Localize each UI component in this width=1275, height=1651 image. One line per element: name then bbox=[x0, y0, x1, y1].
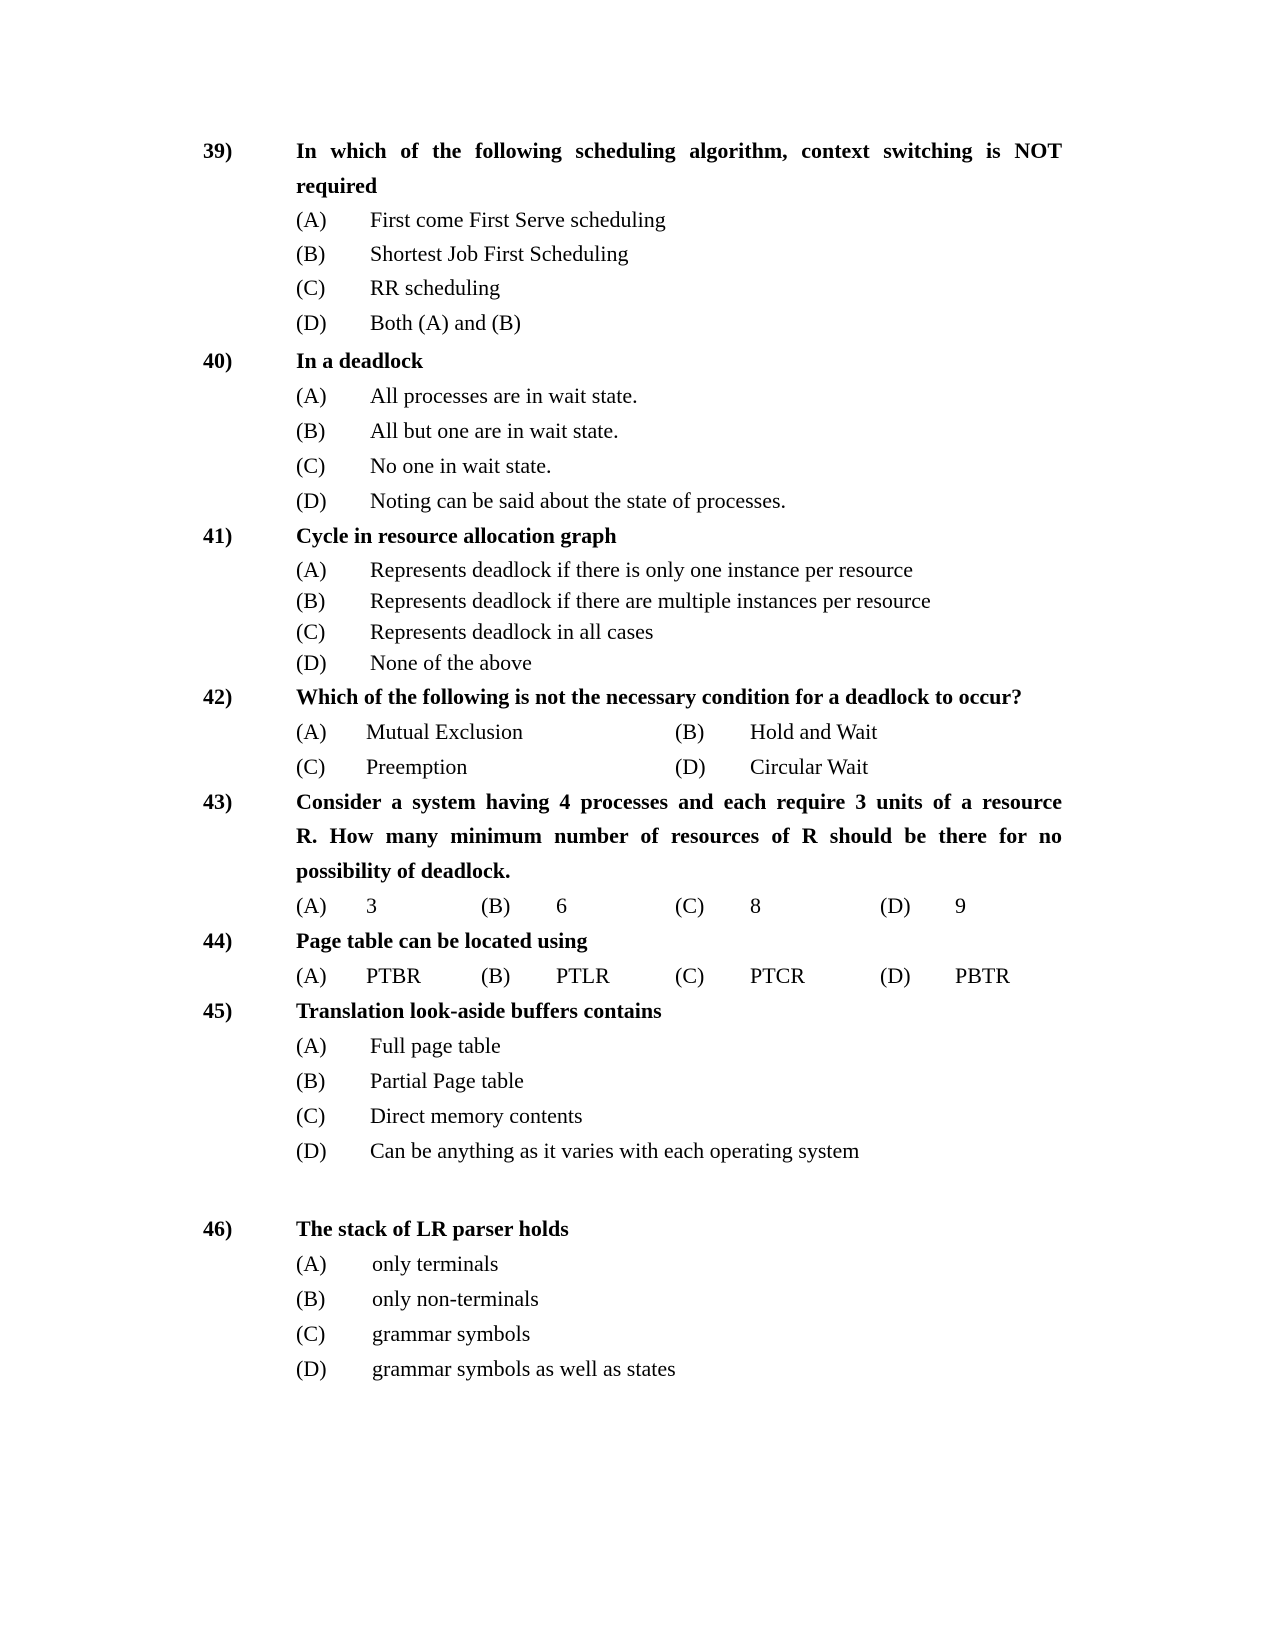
question-number: 44) bbox=[203, 928, 233, 953]
question-text: Translation look-aside buffers contains bbox=[296, 998, 662, 1023]
question-number: 46) bbox=[203, 1216, 233, 1241]
option-label: (D) bbox=[675, 754, 706, 779]
option-label: (D) bbox=[296, 650, 327, 675]
option-label: (C) bbox=[675, 893, 705, 918]
option-label: (A) bbox=[296, 963, 327, 988]
option-text: Shortest Job First Scheduling bbox=[370, 241, 629, 266]
option-text: RR scheduling bbox=[370, 275, 501, 300]
option-text: 3 bbox=[366, 893, 377, 918]
option-label: (B) bbox=[296, 1068, 326, 1093]
option-label: (B) bbox=[296, 241, 326, 266]
option-text: All processes are in wait state. bbox=[370, 383, 638, 408]
option-text: PTLR bbox=[556, 963, 610, 988]
option-label: (A) bbox=[296, 893, 327, 918]
question-text: Consider a system having 4 processes and each require 3 units of a resource bbox=[296, 789, 1062, 814]
option-text: PTCR bbox=[750, 963, 806, 988]
option-label: (B) bbox=[481, 963, 511, 988]
option-text: Preemption bbox=[366, 754, 468, 779]
option-label: (B) bbox=[296, 588, 326, 613]
option-label: (A) bbox=[296, 719, 327, 744]
question-number: 42) bbox=[203, 684, 233, 709]
question-text: In a deadlock bbox=[296, 348, 424, 373]
question-text: possibility of deadlock. bbox=[296, 858, 511, 883]
option-label: (A) bbox=[296, 557, 327, 582]
option-text: Represents deadlock if there is only one instance per resource bbox=[370, 557, 914, 582]
option-text: All but one are in wait state. bbox=[370, 418, 619, 443]
option-text: Circular Wait bbox=[750, 754, 869, 779]
question-text: In which of the following scheduling algorithm, context switching is NOT bbox=[296, 138, 1062, 163]
option-label: (B) bbox=[481, 893, 511, 918]
option-text: Partial Page table bbox=[370, 1068, 524, 1093]
option-label: (A) bbox=[296, 1251, 327, 1276]
option-text: Noting can be said about the state of processes. bbox=[370, 488, 787, 513]
option-label: (A) bbox=[296, 1033, 327, 1058]
option-text: No one in wait state. bbox=[370, 453, 552, 478]
option-label: (A) bbox=[296, 207, 327, 232]
option-label: (D) bbox=[880, 893, 911, 918]
option-text: Represents deadlock if there are multiple instances per resource bbox=[370, 588, 931, 613]
question-text: The stack of LR parser holds bbox=[296, 1216, 569, 1241]
option-text: Represents deadlock in all cases bbox=[370, 619, 654, 644]
option-label: (C) bbox=[296, 1103, 326, 1128]
option-label: (C) bbox=[675, 963, 705, 988]
option-text: 8 bbox=[750, 893, 761, 918]
option-text: only terminals bbox=[372, 1251, 499, 1276]
option-label: (D) bbox=[296, 1356, 327, 1381]
option-label: (A) bbox=[296, 383, 327, 408]
option-text: Hold and Wait bbox=[750, 719, 878, 744]
option-text: PTBR bbox=[366, 963, 422, 988]
option-label: (C) bbox=[296, 453, 326, 478]
option-text: grammar symbols bbox=[372, 1321, 531, 1346]
option-text: only non-terminals bbox=[372, 1286, 539, 1311]
option-label: (D) bbox=[296, 488, 327, 513]
option-text: Can be anything as it varies with each operating system bbox=[370, 1138, 860, 1163]
question-text: R. How many minimum number of resources of R should be there for no bbox=[296, 823, 1062, 848]
question-number: 41) bbox=[203, 523, 233, 548]
option-text: Direct memory contents bbox=[370, 1103, 583, 1128]
question-number: 45) bbox=[203, 998, 233, 1023]
option-text: grammar symbols as well as states bbox=[372, 1356, 676, 1381]
option-text: Full page table bbox=[370, 1033, 501, 1058]
option-label: (B) bbox=[296, 1286, 326, 1311]
option-text: 6 bbox=[556, 893, 567, 918]
option-label: (D) bbox=[296, 1138, 327, 1163]
option-text: First come First Serve scheduling bbox=[370, 207, 666, 232]
option-label: (D) bbox=[296, 310, 327, 335]
question-text: Cycle in resource allocation graph bbox=[296, 523, 617, 548]
option-label: (B) bbox=[675, 719, 705, 744]
question-number: 40) bbox=[203, 348, 233, 373]
question-text: Which of the following is not the necessary condition for a deadlock to occur? bbox=[296, 684, 1023, 709]
option-text: 9 bbox=[955, 893, 966, 918]
question-number: 39) bbox=[203, 138, 233, 163]
option-label: (B) bbox=[296, 418, 326, 443]
option-text: Mutual Exclusion bbox=[366, 719, 524, 744]
option-label: (C) bbox=[296, 1321, 326, 1346]
question-text: required bbox=[296, 173, 378, 198]
option-text: PBTR bbox=[955, 963, 1011, 988]
question-number: 43) bbox=[203, 789, 233, 814]
option-label: (C) bbox=[296, 754, 326, 779]
option-text: None of the above bbox=[370, 650, 532, 675]
option-label: (D) bbox=[880, 963, 911, 988]
question-text: Page table can be located using bbox=[296, 928, 588, 953]
option-label: (C) bbox=[296, 275, 326, 300]
option-label: (C) bbox=[296, 619, 326, 644]
option-text: Both (A) and (B) bbox=[370, 310, 521, 335]
